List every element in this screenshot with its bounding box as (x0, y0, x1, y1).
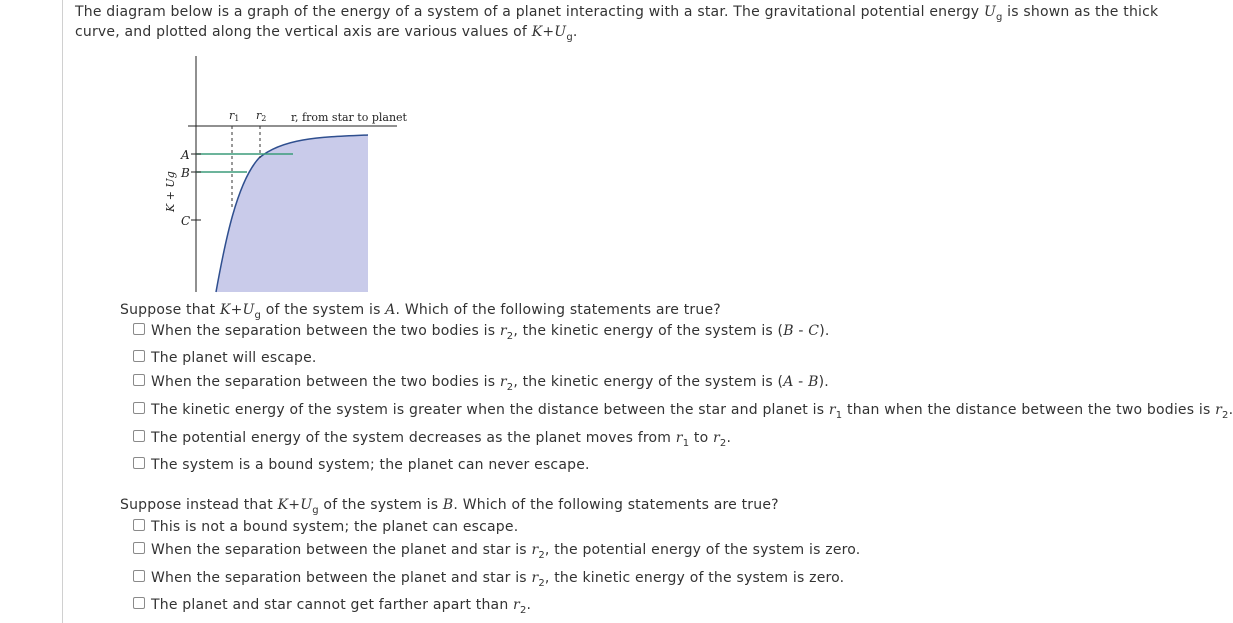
q1-option-6-label: The system is a bound system; the planet can never escape. (151, 457, 590, 473)
q2-option-2[interactable] (133, 540, 860, 560)
q1-option-4-checkbox[interactable] (133, 402, 145, 414)
q2-option-1-checkbox[interactable] (133, 519, 145, 531)
q1-option-3[interactable] (133, 372, 829, 392)
q1-mid: of the system is (261, 302, 386, 318)
tick-label-c: C (181, 214, 191, 228)
x-axis-label: r, from star to planet (291, 111, 407, 124)
intro-kug-subscript: g (566, 32, 573, 43)
intro-paragraph (75, 2, 1175, 42)
intro-ug-variable: U (983, 4, 996, 20)
tick-label-b: B (181, 166, 190, 180)
q2-option-1-label: This is not a bound system; the planet can escape. (151, 519, 519, 535)
q1-option-3-label: When the separation between the two bodies is $r_2$, the kinetic energy of the system is (A - B). (151, 374, 829, 393)
intro-text-3: . (572, 24, 578, 40)
question-2-prompt (120, 496, 779, 514)
q1-option-6-checkbox[interactable] (133, 457, 145, 469)
q1-option-2-label: The planet will escape. (151, 350, 317, 366)
q1-option-5[interactable] (133, 428, 731, 448)
q2-option-3-label: When the separation between the planet and star is $r_2$, the kinetic energy of the system is zero. (151, 570, 845, 589)
q2-option-2-checkbox[interactable] (133, 542, 145, 554)
y-axis-label: K + Ug (164, 171, 177, 212)
q1-sub: g (254, 310, 262, 321)
q2-sub: g (312, 505, 319, 516)
curve-fill-area (216, 135, 368, 292)
q1-option-5-label: The potential energy of the system decreases as the planet moves from $r_1$ to $r_2$. (151, 430, 732, 449)
q2-option-3-checkbox[interactable] (133, 570, 145, 582)
energy-diagram-svg (155, 52, 405, 297)
r2-label: r2 (256, 109, 267, 123)
q1-option-4-label: The kinetic energy of the system is greater when the distance between the star and planet is $r_1$ than when the distance between the two bodies is $r_2$. (151, 402, 1233, 421)
r1-label: r1 (229, 109, 240, 123)
intro-text-1: The diagram below is a graph of the energy of a system of a planet interacting with a star. The gravitational potential energy (75, 4, 984, 20)
q1-option-4[interactable] (133, 400, 1233, 420)
q2-option-1[interactable] (133, 517, 518, 537)
q2-option-4-label: The planet and star cannot get farther apart than $r_2$. (151, 597, 532, 616)
q1-pre: Suppose that (120, 302, 220, 318)
q2-pre: Suppose instead that (120, 497, 278, 513)
q1-option-6[interactable] (133, 455, 590, 475)
q2-mid: of the system is (318, 497, 443, 513)
q2-var: K+U (277, 497, 313, 513)
q2-option-3[interactable] (133, 568, 844, 588)
tick-label-a: A (181, 148, 190, 162)
content-left-border (62, 0, 63, 623)
q1-option-1[interactable] (133, 321, 830, 341)
q2-val: B (442, 497, 454, 513)
q1-val: A (385, 302, 396, 318)
q2-option-2-label: When the separation between the planet and star is $r_2$, the potential energy of the system is zero. (151, 542, 861, 561)
intro-ug-subscript: g (995, 12, 1003, 23)
energy-diagram (155, 52, 405, 301)
q2-post: . Which of the following statements are true? (453, 497, 779, 513)
q1-option-3-checkbox[interactable] (133, 374, 145, 386)
q2-option-4[interactable] (133, 595, 531, 615)
q1-option-2[interactable] (133, 348, 317, 368)
q1-var: K+U (219, 302, 255, 318)
intro-kug-variable: K+U (531, 24, 567, 40)
intro-text-2: is shown as the thick curve, and plotted along the vertical axis are various values of (75, 4, 1159, 40)
q1-post: . Which of the following statements are true? (395, 302, 721, 318)
question-1-prompt (120, 301, 721, 319)
q1-option-1-label: When the separation between the two bodies is $r_2$, the kinetic energy of the system is (B - C). (151, 323, 830, 342)
q2-option-4-checkbox[interactable] (133, 597, 145, 609)
q1-option-5-checkbox[interactable] (133, 430, 145, 442)
q1-option-2-checkbox[interactable] (133, 350, 145, 362)
q1-option-1-checkbox[interactable] (133, 323, 145, 335)
